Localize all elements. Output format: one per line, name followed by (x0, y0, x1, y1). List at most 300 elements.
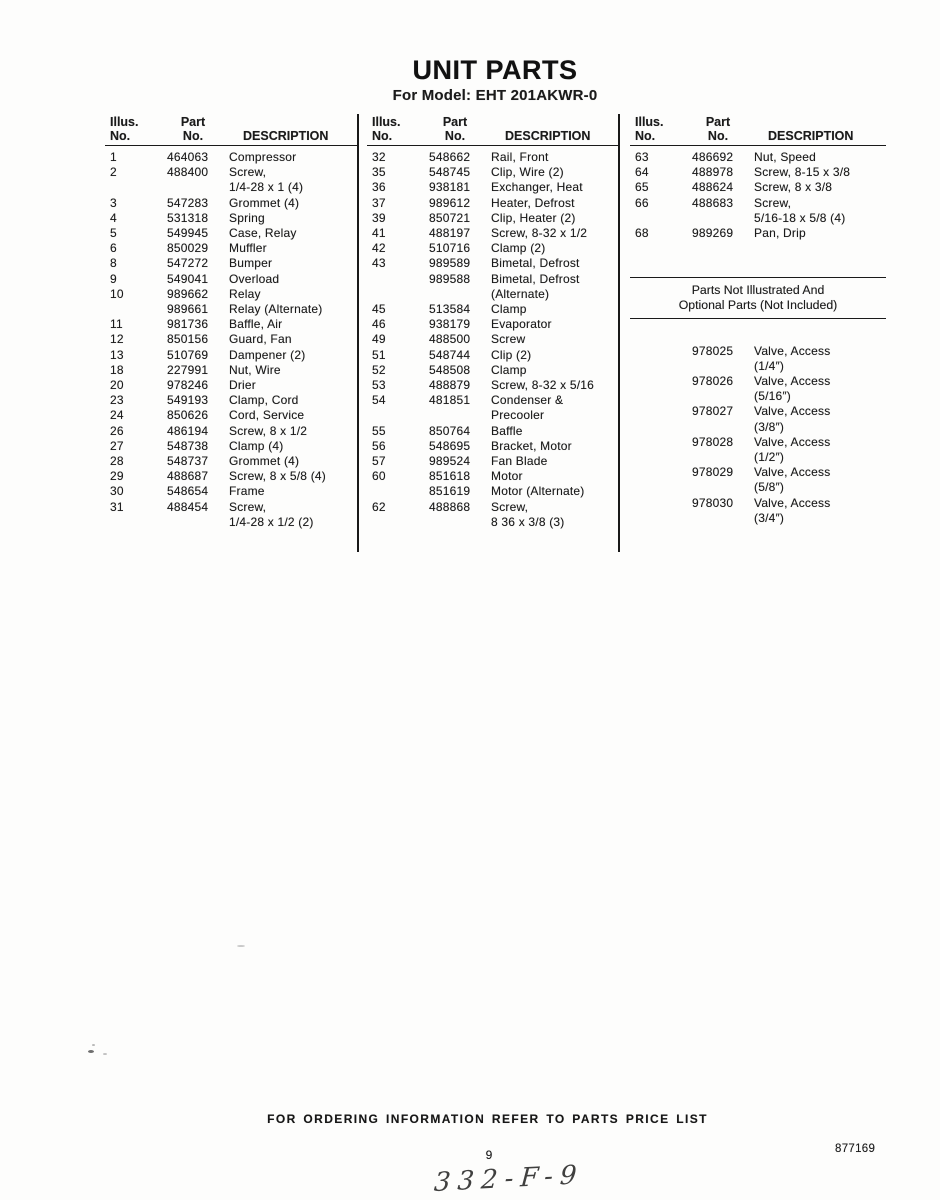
description-line: 1/4-28 x 1/2 (2) (229, 514, 314, 529)
table-row (105, 348, 357, 363)
illus-no: 2 (110, 165, 117, 180)
illus-no: 31 (110, 499, 124, 514)
description (487, 180, 619, 195)
table-row (367, 317, 619, 332)
illus-no: 49 (372, 332, 386, 347)
description-line: Valve, Access (754, 374, 831, 389)
illus-no: 8 (110, 256, 117, 271)
description-line: Clip, Wire (2) (491, 165, 564, 180)
table-row (367, 180, 619, 195)
illus-no: 39 (372, 210, 386, 225)
part-no: 486194 (167, 423, 209, 438)
part-no: 549193 (167, 393, 209, 408)
description (225, 287, 357, 302)
table-row (367, 150, 619, 165)
description-line: Drier (229, 378, 256, 393)
illus-no: 51 (372, 347, 386, 362)
table-row (105, 226, 357, 241)
table-row (105, 454, 357, 469)
description-line: Screw, 8-15 x 3/8 (754, 165, 851, 180)
table-row (105, 332, 357, 347)
description (750, 435, 886, 465)
description-line: Clamp (2) (491, 241, 546, 256)
part-no: 510769 (167, 347, 209, 362)
description (750, 344, 886, 374)
illus-no (630, 344, 686, 374)
description-line: Valve, Access (754, 434, 831, 449)
table-row (367, 500, 619, 530)
parts-rows (630, 146, 886, 241)
description-line: 8 36 x 3/8 (3) (491, 514, 565, 529)
description-line: Clamp, Cord (229, 393, 299, 408)
description-line: Motor (491, 469, 523, 484)
description (750, 180, 886, 195)
illus-no: 26 (110, 423, 124, 438)
table-row (105, 378, 357, 393)
table-row (105, 393, 357, 408)
description (487, 424, 619, 439)
table-row (367, 211, 619, 226)
table-row (367, 256, 619, 271)
parts-rows (105, 146, 357, 530)
part-no: 548745 (429, 165, 471, 180)
description (225, 408, 357, 423)
table-row (105, 196, 357, 211)
part-no: 850156 (167, 332, 209, 347)
table-row (367, 424, 619, 439)
part-no: 486692 (692, 150, 734, 164)
illus-no: 56 (372, 438, 386, 453)
description (487, 363, 619, 378)
note-line: Parts Not Illustrated And (691, 283, 825, 298)
description (225, 393, 357, 408)
table-row (630, 496, 886, 526)
illus-no: 5 (110, 226, 117, 241)
description (225, 378, 357, 393)
illus-no: 13 (110, 347, 124, 362)
part-no: 938179 (429, 317, 471, 332)
table-row (367, 484, 619, 499)
description-line: Screw, (754, 195, 792, 210)
description-line: Relay (Alternate) (229, 302, 323, 317)
description (487, 378, 619, 393)
parts-rows (367, 146, 619, 530)
illus-no: 30 (110, 484, 124, 499)
illus-no: 41 (372, 226, 386, 241)
part-no: 547272 (167, 256, 209, 271)
table-row (630, 226, 886, 241)
part-no: 989612 (429, 195, 471, 210)
part-no: 850626 (167, 408, 209, 423)
table-row (105, 439, 357, 454)
description-line: 1/4-28 x 1 (4) (229, 180, 304, 195)
page-number: 9 (485, 1148, 493, 1162)
illus-no: 52 (372, 362, 386, 377)
table-row (630, 465, 886, 495)
description-line: Nut, Speed (754, 150, 817, 164)
illus-no: 3 (110, 195, 117, 210)
illus-no (367, 272, 423, 302)
description-line: Guard, Fan (229, 332, 292, 347)
description (487, 469, 619, 484)
header-description: DESCRIPTION (768, 129, 854, 143)
table-row (367, 439, 619, 454)
description (225, 165, 357, 195)
description-line: Baffle (491, 423, 523, 438)
illus-no: 27 (110, 438, 124, 453)
table-row (105, 484, 357, 499)
description (225, 302, 357, 317)
part-no: 547283 (167, 195, 209, 210)
illus-no: 4 (110, 210, 117, 225)
illus-no (630, 374, 686, 404)
description (225, 500, 357, 530)
description (225, 317, 357, 332)
description (750, 465, 886, 495)
page-title: UNIT PARTS (412, 55, 578, 85)
description-line: 5/16-18 x 5/8 (4) (754, 210, 846, 225)
table-row (105, 287, 357, 302)
description (225, 226, 357, 241)
illus-no (630, 465, 686, 495)
header-description: DESCRIPTION (505, 129, 591, 143)
illus-no: 37 (372, 195, 386, 210)
description (487, 393, 619, 423)
illus-no (105, 302, 161, 317)
description-line: Grommet (4) (229, 454, 300, 469)
table-row (105, 272, 357, 287)
part-no: 850029 (167, 241, 209, 256)
description-line: Screw, (491, 499, 529, 514)
description (487, 241, 619, 256)
illus-no: 57 (372, 454, 386, 469)
description-line: Bimetal, Defrost (491, 256, 580, 271)
description-line: Clip, Heater (2) (491, 210, 576, 225)
header-part-no: Part No. (705, 115, 731, 143)
part-no: 548662 (429, 150, 471, 164)
description-line: Dampener (2) (229, 347, 306, 362)
part-no: 549945 (167, 226, 209, 241)
scan-speck (88, 1050, 94, 1053)
description-line: Screw, 8 x 1/2 (229, 423, 308, 438)
part-no: 989269 (692, 226, 734, 241)
illus-no (630, 435, 686, 465)
description-line: Motor (Alternate) (491, 484, 585, 499)
part-no: 488400 (167, 165, 209, 180)
table-row (367, 226, 619, 241)
part-no: 989588 (429, 271, 471, 286)
table-row (367, 165, 619, 180)
part-no: 548744 (429, 347, 471, 362)
table-row (630, 344, 886, 374)
part-no: 488624 (692, 180, 734, 195)
description-line: Heater, Defrost (491, 195, 575, 210)
illus-no: 24 (110, 408, 124, 423)
table-row (105, 302, 357, 317)
part-no: 513584 (429, 302, 471, 317)
table-row (367, 332, 619, 347)
part-no: 938181 (429, 180, 471, 195)
description-line: (3/8″) (754, 419, 785, 434)
table-row (105, 500, 357, 530)
part-no: 989662 (167, 286, 209, 301)
description (750, 165, 886, 180)
description-line: Valve, Access (754, 495, 831, 510)
table-row (367, 272, 619, 302)
description-line: Relay (229, 286, 261, 301)
description-line: Frame (229, 484, 265, 499)
table-row (367, 393, 619, 423)
optional-parts-rows (630, 340, 886, 526)
description (487, 484, 619, 499)
description (487, 348, 619, 363)
description (225, 150, 357, 165)
illus-no: 20 (110, 378, 124, 393)
description-line: Valve, Access (754, 404, 831, 419)
illus-no: 28 (110, 454, 124, 469)
part-no: 464063 (167, 150, 209, 164)
doc-number: 877169 (835, 1143, 876, 1155)
part-no: 548738 (167, 438, 209, 453)
description (487, 256, 619, 271)
table-row (630, 165, 886, 180)
illus-no: 9 (110, 271, 117, 286)
table-row (367, 469, 619, 484)
description (487, 439, 619, 454)
illus-no: 43 (372, 256, 386, 271)
illus-no: 29 (110, 469, 124, 484)
part-no: 488683 (692, 195, 734, 210)
part-no: 978246 (167, 378, 209, 393)
table-row (105, 408, 357, 423)
description-line: Condenser & (491, 393, 564, 408)
description (225, 424, 357, 439)
part-no: 978028 (692, 434, 734, 449)
illus-no: 11 (110, 317, 123, 332)
description-line: Screw, 8-32 x 1/2 (491, 226, 588, 241)
illus-no: 1 (110, 150, 117, 164)
description (487, 332, 619, 347)
part-no: 481851 (429, 393, 471, 408)
part-no: 488879 (429, 378, 471, 393)
part-no: 850721 (429, 210, 471, 225)
description-line: Screw (491, 332, 526, 347)
description-line: Case, Relay (229, 226, 297, 241)
table-row (367, 348, 619, 363)
description-line: (1/2″) (754, 450, 785, 465)
table-row (630, 435, 886, 465)
header-illus-no: Illus. No. (635, 115, 664, 143)
description-line: Screw, (229, 499, 267, 514)
column-divider (357, 114, 359, 552)
illus-no: 23 (110, 393, 124, 408)
description (487, 317, 619, 332)
table-row (630, 150, 886, 165)
scan-speck (237, 945, 245, 947)
part-no: 989524 (429, 454, 471, 469)
table-row (105, 256, 357, 271)
part-no: 548695 (429, 438, 471, 453)
part-no: 851618 (429, 469, 471, 484)
description-line: Bracket, Motor (491, 438, 572, 453)
table-row (630, 374, 886, 404)
description (225, 211, 357, 226)
column-header (630, 115, 886, 146)
column-header (105, 115, 357, 146)
scan-speck (92, 1044, 95, 1046)
description-line: Clamp (491, 302, 527, 317)
table-row (105, 165, 357, 195)
illus-no: 32 (372, 150, 386, 164)
description (487, 226, 619, 241)
part-no: 227991 (167, 362, 209, 377)
description-line: Pan, Drip (754, 226, 806, 241)
part-no: 549041 (167, 271, 209, 286)
description (487, 500, 619, 530)
part-no: 531318 (167, 210, 209, 225)
table-row (630, 196, 886, 226)
description-line: Screw, 8-32 x 5/16 (491, 378, 594, 393)
description (225, 272, 357, 287)
description (487, 302, 619, 317)
header-description: DESCRIPTION (243, 129, 329, 143)
part-no: 989661 (167, 302, 209, 317)
illus-no: 46 (372, 317, 386, 332)
description-line: Precooler (491, 408, 545, 423)
description-line: Compressor (229, 150, 297, 164)
parts-column-3 (630, 115, 886, 526)
description-line: Clip (2) (491, 347, 532, 362)
description-line: (Alternate) (491, 286, 550, 301)
description (225, 348, 357, 363)
part-no: 548654 (167, 484, 209, 499)
description-line: Screw, 8 x 3/8 (754, 180, 833, 195)
part-no: 978027 (692, 404, 734, 419)
part-no: 978029 (692, 465, 734, 480)
part-no: 548508 (429, 362, 471, 377)
table-row (630, 180, 886, 195)
table-row (105, 424, 357, 439)
illus-no: 63 (635, 150, 649, 164)
header-part-no: Part No. (180, 115, 206, 143)
note-line: Optional Parts (Not Included) (678, 298, 838, 313)
description-line: Screw, 8 x 5/8 (4) (229, 469, 326, 484)
not-illustrated-note (630, 277, 886, 318)
handwritten-mark: 332-F-9 (433, 1160, 585, 1198)
illus-no: 55 (372, 423, 386, 438)
table-row (367, 378, 619, 393)
description-line: Exchanger, Heat (491, 180, 583, 195)
table-row (630, 404, 886, 434)
ordering-note: FOR ORDERING INFORMATION REFER TO PARTS PRICE LIST (267, 1112, 708, 1126)
illus-no (630, 496, 686, 526)
description (487, 211, 619, 226)
table-row (367, 241, 619, 256)
part-no: 978025 (692, 343, 734, 358)
part-no: 548737 (167, 454, 209, 469)
table-row (367, 454, 619, 469)
description-line: Fan Blade (491, 454, 548, 469)
description (487, 150, 619, 165)
scan-speck (103, 1053, 107, 1055)
illus-no: 64 (635, 165, 649, 180)
part-no: 981736 (167, 317, 209, 332)
description (750, 226, 886, 241)
description (225, 332, 357, 347)
description-line: Grommet (4) (229, 195, 300, 210)
illus-no: 18 (110, 362, 124, 377)
description-line: (1/4″) (754, 358, 785, 373)
description-line: Valve, Access (754, 343, 831, 358)
part-no: 850764 (429, 423, 471, 438)
description-line: Clamp (491, 362, 527, 377)
description-line: (3/4″) (754, 510, 785, 525)
description-line: Overload (229, 271, 280, 286)
illus-no: 65 (635, 180, 649, 195)
description (750, 404, 886, 434)
table-row (105, 363, 357, 378)
description-line: (5/8″) (754, 480, 785, 495)
description-line: Bumper (229, 256, 273, 271)
description-line: Nut, Wire (229, 362, 281, 377)
description (225, 469, 357, 484)
table-row (105, 211, 357, 226)
description-line: Evaporator (491, 317, 552, 332)
description (225, 484, 357, 499)
description-line: Muffler (229, 241, 267, 256)
description (225, 241, 357, 256)
illus-no: 45 (372, 302, 386, 317)
illus-no: 66 (635, 195, 649, 210)
description (750, 150, 886, 165)
table-row (105, 469, 357, 484)
table-row (367, 302, 619, 317)
part-no: 978026 (692, 374, 734, 389)
header-illus-no: Illus. No. (372, 115, 401, 143)
parts-column-2 (367, 115, 619, 530)
description-line: (5/16″) (754, 389, 791, 404)
part-no: 851619 (429, 484, 471, 499)
illus-no: 60 (372, 469, 386, 484)
description (750, 374, 886, 404)
table-row (367, 363, 619, 378)
table-row (367, 196, 619, 211)
illus-no: 42 (372, 241, 386, 256)
illus-no: 6 (110, 241, 117, 256)
column-divider (618, 114, 620, 552)
description (750, 496, 886, 526)
description-line: Rail, Front (491, 150, 549, 164)
parts-column-1 (105, 115, 357, 530)
description (750, 196, 886, 226)
illus-no: 54 (372, 393, 386, 408)
illus-no (367, 484, 423, 499)
description (487, 165, 619, 180)
illus-no: 35 (372, 165, 386, 180)
description-line: Baffle, Air (229, 317, 283, 332)
description-line: Clamp (4) (229, 438, 284, 453)
description-line: Valve, Access (754, 465, 831, 480)
description (225, 196, 357, 211)
model-subtitle: For Model: EHT 201AKWR-0 (392, 87, 598, 104)
header-part-no: Part No. (442, 115, 468, 143)
part-no: 488868 (429, 499, 471, 514)
description (487, 272, 619, 302)
table-row (105, 317, 357, 332)
header-illus-no: Illus. No. (110, 115, 139, 143)
illus-no: 53 (372, 378, 386, 393)
description (225, 363, 357, 378)
